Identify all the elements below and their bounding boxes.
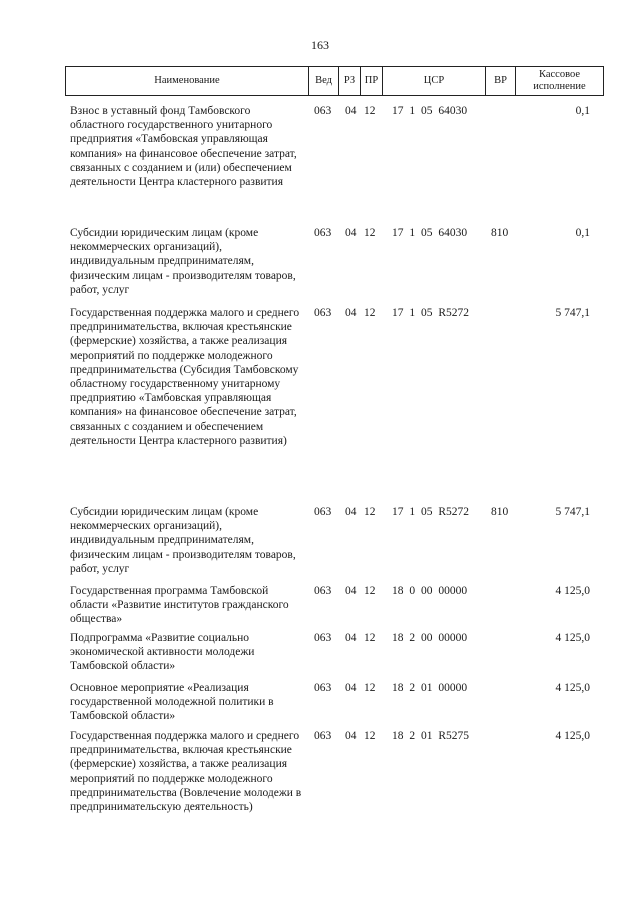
header-vr: ВР (485, 67, 515, 95)
header-rz: РЗ (338, 67, 360, 95)
row-csr: 18 2 01 00000 (392, 682, 468, 694)
row-pr: 12 (364, 227, 376, 239)
row-sum: 5 747,1 (555, 506, 590, 518)
row-rz: 04 (345, 105, 357, 117)
row-pr: 12 (364, 105, 376, 117)
row-pr: 12 (364, 585, 376, 597)
row-ved: 063 (314, 730, 332, 742)
row-pr: 12 (364, 730, 376, 742)
row-name: Основное мероприятие «Реализация государственной молодежной политики в Тамбовской области» (70, 682, 274, 723)
row-rz: 04 (345, 227, 357, 239)
row-sum: 0,1 (575, 105, 590, 117)
row-ved: 063 (314, 307, 332, 319)
row-ved: 063 (314, 227, 332, 239)
row-name: Государственная поддержка малого и среднего предпринимательства, включая крестьянские (фермерские) хозяйства, а также реализация мероприятий по поддержке молодежного предпринимательства (Вовлечение молодежи в предпринимательскую деятельность) (70, 730, 302, 814)
row-rz: 04 (345, 632, 357, 644)
row-pr: 12 (364, 307, 376, 319)
row-ved: 063 (314, 585, 332, 597)
row-sum: 4 125,0 (555, 585, 590, 597)
row-sum: 0,1 (575, 227, 590, 239)
row-ved: 063 (314, 682, 332, 694)
row-rz: 04 (345, 506, 357, 518)
header-pr: ПР (360, 67, 382, 95)
row-sum: 4 125,0 (555, 632, 590, 644)
row-csr: 17 1 05 R5272 (392, 307, 470, 319)
row-sum: 4 125,0 (555, 682, 590, 694)
row-sum: 5 747,1 (555, 307, 590, 319)
header-csr: ЦСР (382, 67, 485, 95)
row-vr: 810 (491, 227, 509, 239)
header-kassovoe: Кассовое исполнение (515, 67, 603, 95)
row-rz: 04 (345, 585, 357, 597)
row-name: Государственная программа Тамбовской области «Развитие институтов гражданского общества» (70, 585, 289, 626)
row-csr: 17 1 05 64030 (392, 105, 468, 117)
row-name: Подпрограмма «Развитие социально экономической активности молодежи Тамбовской области» (70, 632, 255, 673)
table-header (65, 66, 604, 96)
row-csr: 17 1 05 64030 (392, 227, 468, 239)
row-vr: 810 (491, 506, 509, 518)
row-sum: 4 125,0 (555, 730, 590, 742)
row-name: Государственная поддержка малого и среднего предпринимательства, включая крестьянские (фермерские) хозяйства, а также реализация мероприятий по поддержке молодежного предпринимательства (Субсидия Тамбовскому областному государственному унитарному предприятию «Тамбовская управляющая компания» на финансовое обеспечение затрат, связанных с созданием и обеспечением деятельности Центра кластерного развития) (70, 307, 300, 447)
row-csr: 18 2 01 R5275 (392, 730, 470, 742)
row-pr: 12 (364, 632, 376, 644)
row-name: Субсидии юридическим лицам (кроме некоммерческих организаций), индивидуальным предпринимателям, физическим лицам - производителям товаров, работ, услуг (70, 227, 296, 296)
row-pr: 12 (364, 682, 376, 694)
row-rz: 04 (345, 730, 357, 742)
row-csr: 17 1 05 R5272 (392, 506, 470, 518)
row-ved: 063 (314, 105, 332, 117)
page-number: 163 (311, 38, 329, 52)
row-pr: 12 (364, 506, 376, 518)
row-name: Взнос в уставный фонд Тамбовского областного государственного унитарного предприятия «Тамбовская управляющая компания» на финансовое обеспечение затрат, связанных с созданием и (или) обеспечением деятельности Центра кластерного развития (70, 105, 297, 189)
row-csr: 18 0 00 00000 (392, 585, 468, 597)
row-ved: 063 (314, 632, 332, 644)
row-csr: 18 2 00 00000 (392, 632, 468, 644)
header-name: Наименование (154, 75, 220, 86)
row-rz: 04 (345, 307, 357, 319)
row-rz: 04 (345, 682, 357, 694)
header-ved: Вед (308, 67, 338, 95)
row-name: Субсидии юридическим лицам (кроме некоммерческих организаций), индивидуальным предпринимателям, физическим лицам - производителям товаров, работ, услуг (70, 506, 296, 575)
row-ved: 063 (314, 506, 332, 518)
